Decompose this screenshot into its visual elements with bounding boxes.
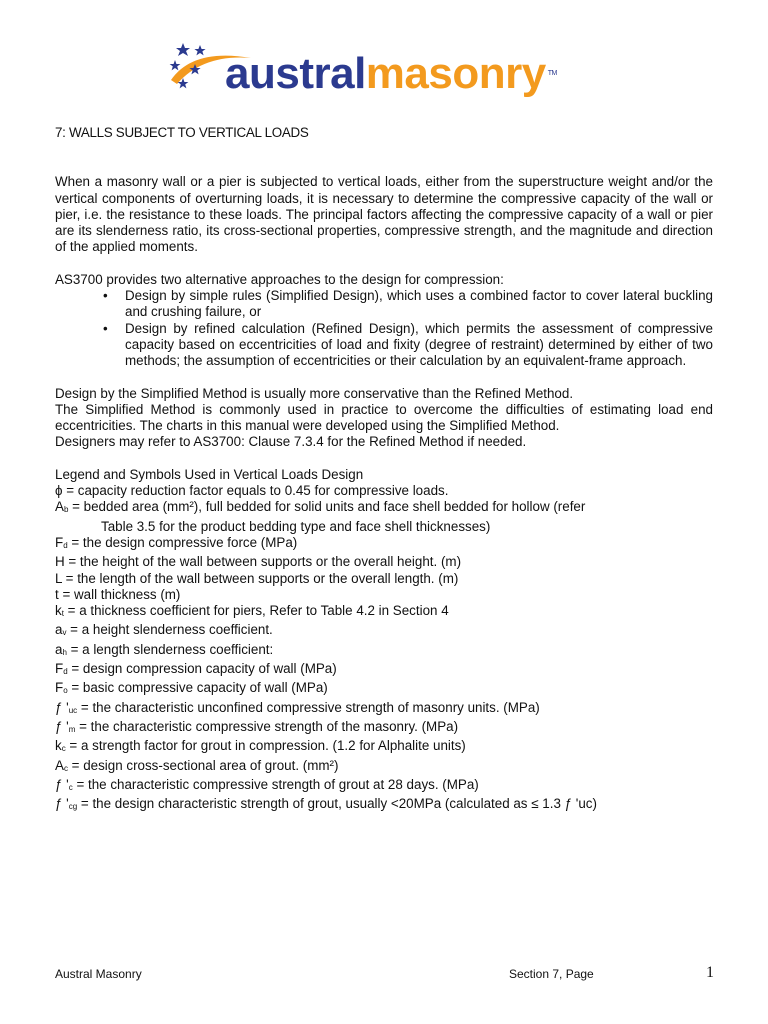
symbol-row: [55, 719, 713, 738]
symbol: F: [55, 534, 64, 550]
symbol-subscript: t: [61, 609, 64, 619]
symbol: a: [55, 622, 63, 638]
symbol: a: [55, 641, 63, 657]
symbol-definition: = the characteristic unconfined compressive strength of masonry units. (MPa): [77, 699, 540, 715]
footer-section: Section 7, Page: [509, 967, 594, 981]
method-line-2: The Simplified Method is commonly used in practice to overcome the difficulties of estimating load end eccentricities. The charts in this manual were developed using the Simplified Method.: [55, 401, 713, 434]
symbol-definition: = bedded area (mm²), full bedded for solid units and face shell bedded for hollow (refer: [68, 499, 586, 515]
symbol-subscript: c: [63, 763, 68, 773]
symbol-definition: = a thickness coefficient for piers, Refer to Table 4.2 in Section 4: [63, 603, 449, 619]
approaches-paragraph: AS3700 provides two alternative approaches to the design for compression:: [55, 271, 504, 287]
symbol-row: [55, 587, 713, 603]
symbol: ƒ ': [55, 796, 69, 812]
logo-austral: austral: [225, 49, 366, 98]
symbol-definition: = basic compressive capacity of wall (MPa): [67, 680, 328, 696]
symbol-subscript: v: [62, 628, 67, 638]
logo-trademark: TM: [547, 70, 557, 77]
symbol: ϕ: [55, 483, 63, 499]
symbol-subscript: c: [68, 782, 73, 792]
bullet-icon: •: [103, 288, 108, 304]
symbol: A: [55, 499, 64, 515]
symbol-subscript: m: [68, 724, 76, 734]
symbol-row: [55, 738, 713, 757]
symbol-definition: = the characteristic compressive strength of grout at 28 days. (MPa): [72, 776, 479, 792]
symbol-row: [55, 554, 713, 570]
method-line-3: Designers may refer to AS3700: Clause 7.3.4 for the Refined Method if needed.: [55, 434, 527, 450]
section-heading: 7: WALLS SUBJECT TO VERTICAL LOADS: [55, 125, 309, 140]
list-item: • Design by simple rules (Simplified Design), which uses a combined factor to cover lateral buckling and crushing failure, or: [103, 288, 713, 320]
legend-title: Legend and Symbols Used in Vertical Loads Design: [55, 466, 364, 482]
symbol-row: [55, 571, 713, 587]
symbols-list: [55, 483, 713, 815]
symbol-row: [55, 603, 713, 622]
symbol: k: [55, 603, 62, 619]
symbol: ƒ ': [55, 718, 69, 734]
symbol-row: [55, 622, 713, 641]
symbol: L: [55, 570, 62, 586]
symbol-row: [55, 499, 713, 518]
symbol-definition: = the height of the wall between supports or the overall height. (m): [64, 554, 462, 570]
symbol-definition: = the characteristic compressive strength of the masonry. (MPa): [75, 718, 459, 734]
symbol-subscript: b: [63, 505, 69, 515]
symbol-definition: = the length of the wall between supports or the overall length. (m): [61, 570, 459, 586]
symbol-row: [55, 483, 713, 499]
symbol: H: [55, 554, 65, 570]
symbol-row: [55, 680, 713, 699]
logo-wordmark: [225, 44, 557, 104]
list-item: • Design by refined calculation (Refined Design), which permits the assessment of compressive capacity based on eccentricities of load and fixity (degree of restraint) determined by either of two methods; the assumption of eccentricities or their calculation by an equivalent-frame approach.: [103, 320, 713, 369]
symbol-definition: = the design compressive force (MPa): [67, 534, 298, 550]
symbol: F: [55, 661, 64, 677]
footer-company: Austral Masonry: [55, 967, 142, 981]
symbol: ƒ ': [55, 699, 69, 715]
symbol: ƒ ': [55, 776, 69, 792]
symbol-subscript: d: [63, 540, 68, 550]
symbol-definition: = capacity reduction factor equals to 0.45 for compressive loads.: [62, 483, 449, 499]
symbol: A: [55, 757, 64, 773]
symbol-definition: = a length slenderness coefficient:: [66, 641, 274, 657]
symbol-definition: = design compression capacity of wall (MPa): [67, 661, 337, 677]
symbol-row: [55, 642, 713, 661]
symbol: t: [55, 586, 59, 602]
symbol-definition: = the design characteristic strength of grout, usually <20MPa (calculated as ≤ 1.3 ƒ 'uc): [77, 796, 597, 812]
bullet-icon: •: [103, 320, 108, 336]
symbol-row: [55, 777, 713, 796]
symbol-subscript: d: [63, 667, 68, 677]
document-body: [55, 120, 713, 815]
intro-paragraph: When a masonry wall or a pier is subjected to vertical loads, either from the superstructure weight and/or the vertical components of overturning loads, it is necessary to determine the compressive capacity of the wall or pier, i.e. the resistance to these loads. The principal factors affecting the compressive capacity of a wall or pier are its slenderness ratio, its cross-sectional properties, compressive strength, and the magnitude and direction of the applied moments.: [55, 174, 713, 255]
symbol-subscript: uc: [68, 705, 78, 715]
approaches-list: [55, 288, 713, 369]
method-line-1: Design by the Simplified Method is usually more conservative than the Refined Method.: [55, 385, 574, 401]
symbol-row: [55, 661, 713, 680]
page-number: 1: [706, 964, 714, 981]
symbol: k: [55, 738, 62, 754]
austral-masonry-logo: [163, 40, 613, 112]
symbol-subscript: h: [62, 647, 67, 657]
symbol-row: [55, 796, 713, 815]
symbol-subscript: c: [61, 744, 66, 754]
symbol-subscript: cg: [68, 802, 78, 812]
symbol-subscript: o: [63, 686, 68, 696]
symbol-row: [55, 700, 713, 719]
symbol-definition: = wall thickness (m): [58, 586, 181, 602]
logo-masonry: masonry: [365, 49, 546, 98]
symbol-row: [55, 535, 713, 554]
symbol-row: [55, 758, 713, 777]
symbol-definition: = design cross-sectional area of grout. (mm²): [67, 757, 339, 773]
symbol-definition-continued: Table 3.5 for the product bedding type and face shell thicknesses): [101, 518, 491, 534]
symbol-definition: = a strength factor for grout in compression. (1.2 for Alphalite units): [65, 738, 466, 754]
symbol-definition: = a height slenderness coefficient.: [66, 622, 273, 638]
symbol: F: [55, 680, 64, 696]
